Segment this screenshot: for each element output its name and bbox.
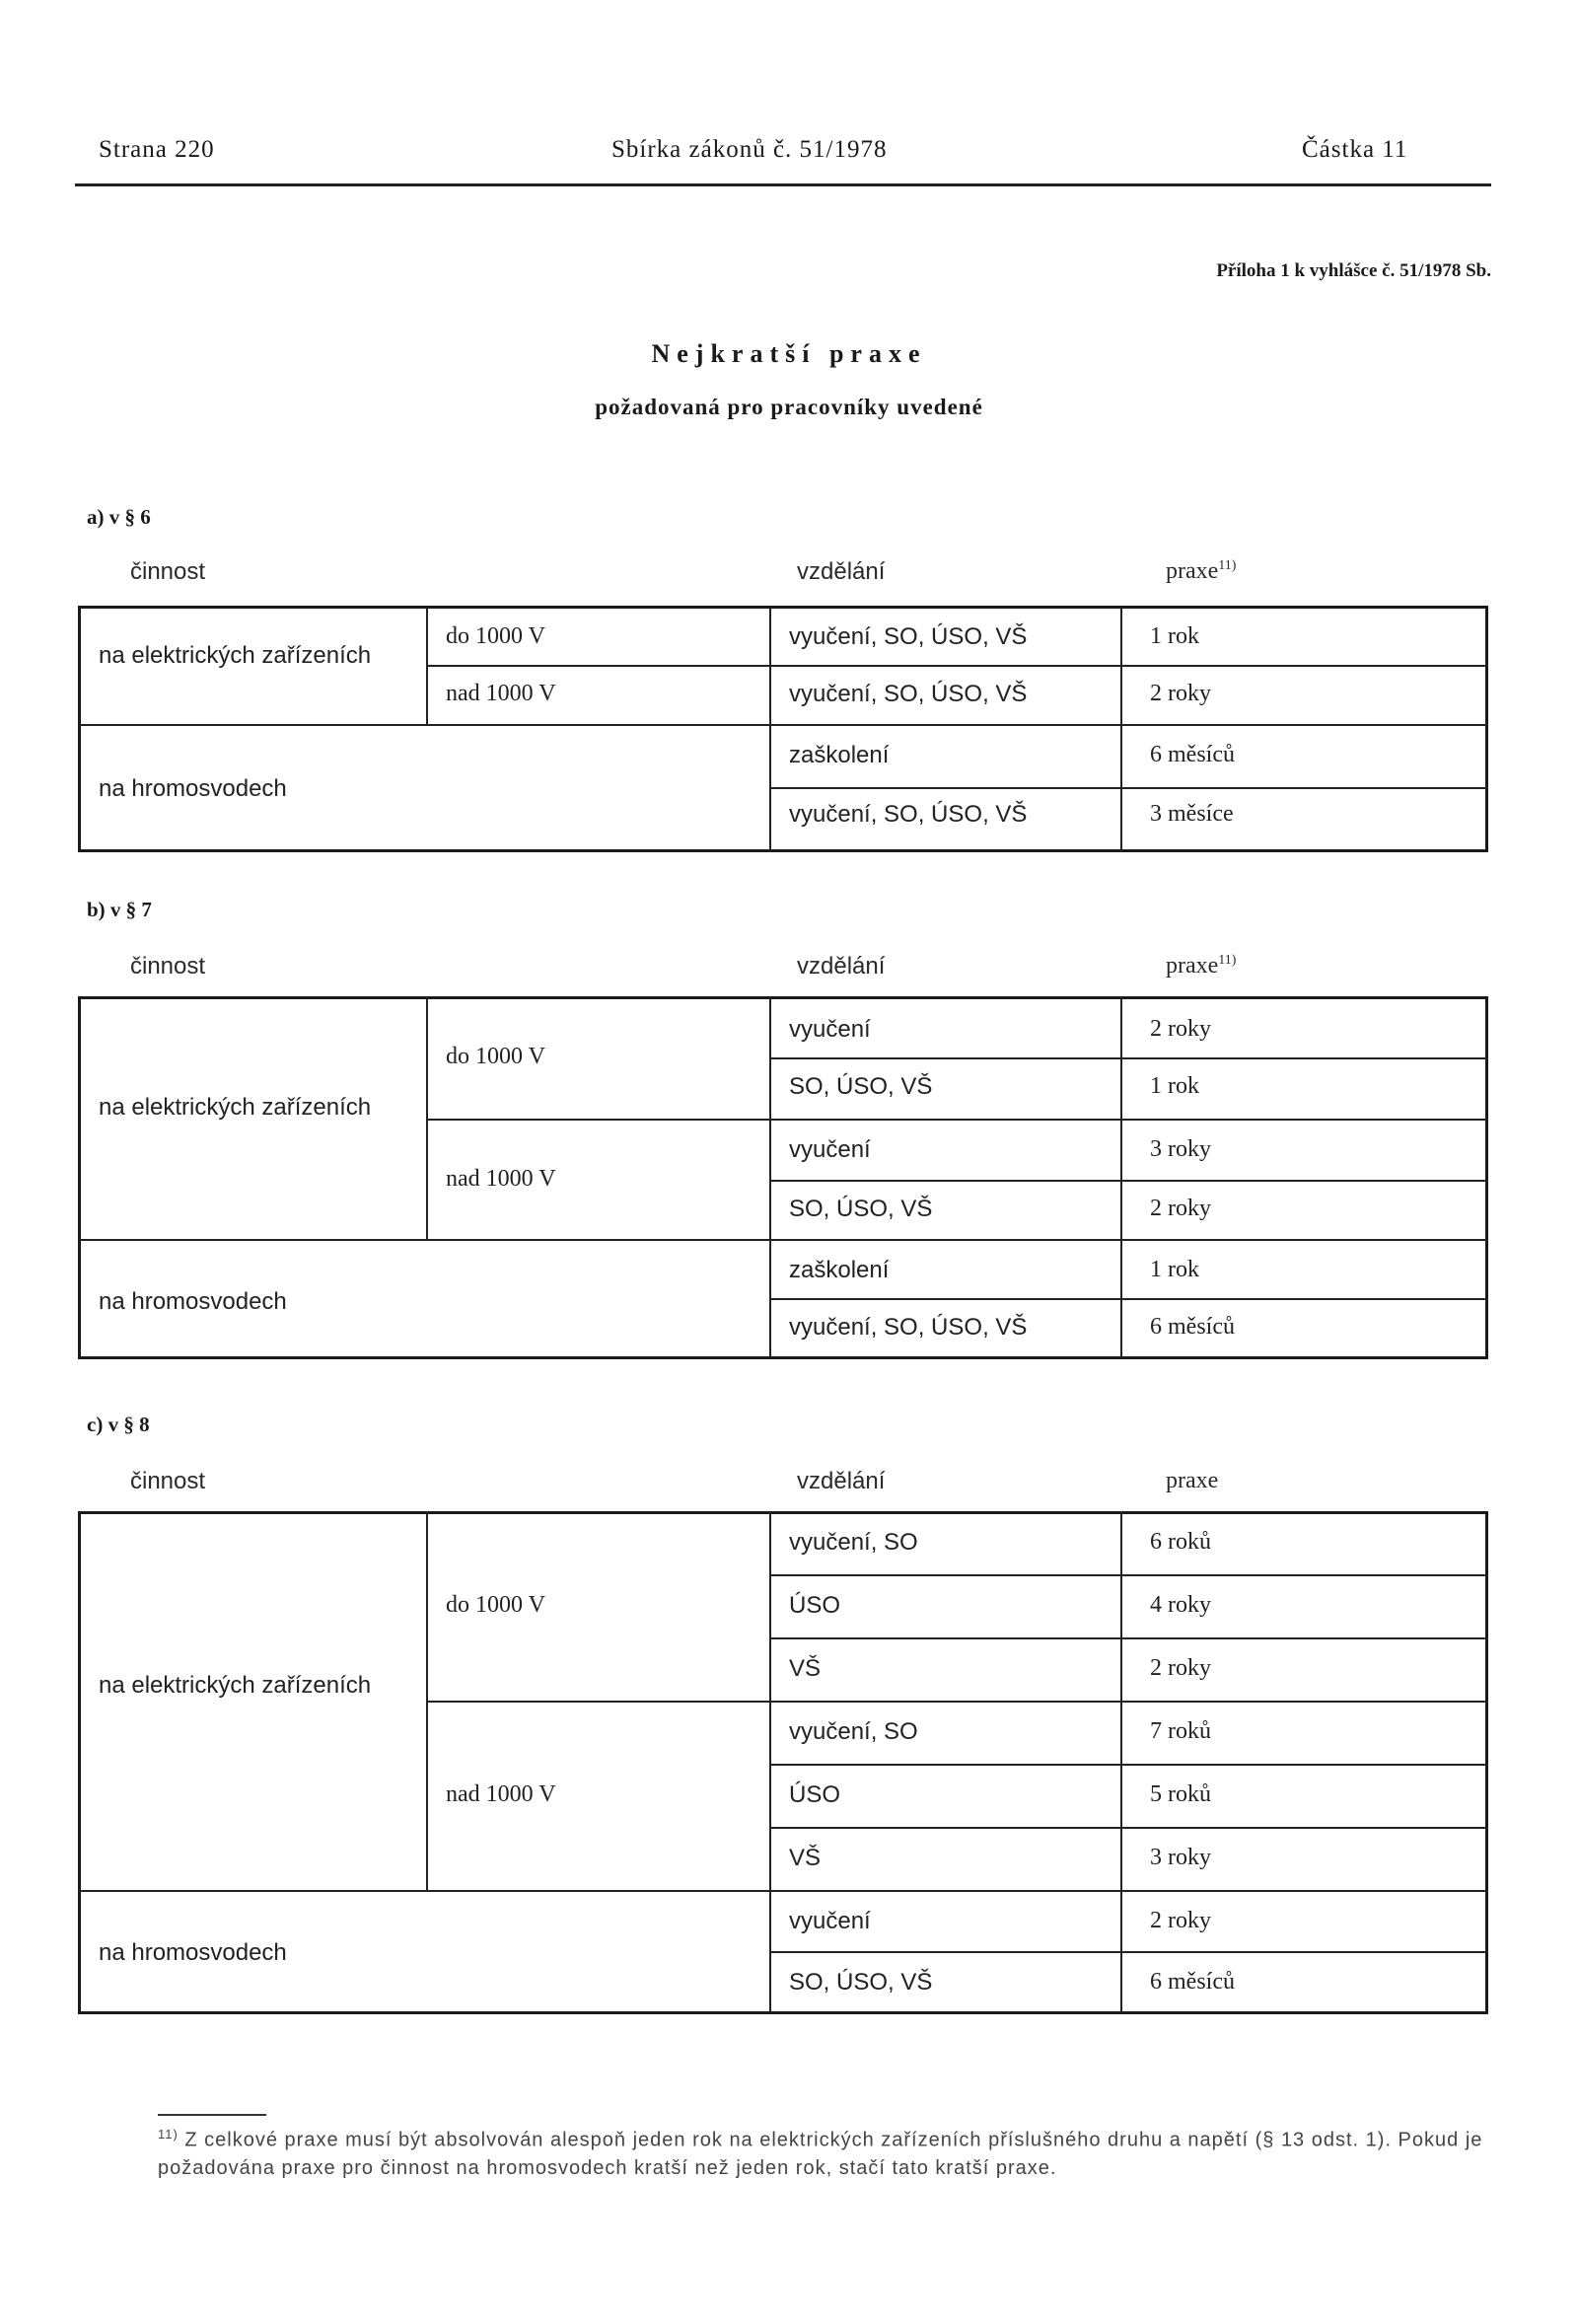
table-a-row1-education: vyučení, SO, ÚSO, VŠ [789,623,1028,650]
table-c-row2-education: ÚSO [789,1592,841,1619]
table-a-activity-lightning: na hromosvodech [99,775,287,802]
col-header-activity-c: činnost [130,1468,206,1494]
col-header-education: vzdělání [797,558,886,585]
table-c-voltage-low: do 1000 V [446,1592,545,1618]
col-header-education-c: vzdělání [797,1468,886,1494]
table-c-row6-education: VŠ [789,1845,822,1871]
table-b-row6-education: vyučení, SO, ÚSO, VŠ [789,1314,1028,1341]
section-c-label: c) v § 8 [87,1413,150,1436]
annex-label: Příloha 1 k vyhlášce č. 51/1978 Sb. [1216,260,1491,281]
table-b [78,996,1488,1359]
col-header-practice: praxe$^{11)}$ [1166,558,1237,584]
table-c-row6-practice: 3 roky [1150,1845,1211,1870]
page-number: Strana 220 [99,136,215,163]
table-a-row3-education: zaškolení [789,742,890,768]
table-a-row4-practice: 3 měsíce [1150,801,1234,827]
table-b-voltage-low: do 1000 V [446,1044,545,1069]
table-b-row1-education: vyučení [789,1016,871,1043]
table-b-row3-practice: 3 roky [1150,1136,1211,1162]
table-c-activity-electrical: na elektrických zařízeních [99,1672,372,1699]
table-c-row1-education: vyučení, SO [789,1529,918,1556]
col-header-activity: činnost [130,558,206,585]
table-c-row2-practice: 4 roky [1150,1592,1211,1618]
table-c-row7-practice: 2 roky [1150,1908,1211,1933]
footnote-mark: 11) [158,2127,179,2142]
table-c-activity-lightning: na hromosvodech [99,1939,287,1966]
collection-title: Sbírka zákonů č. 51/1978 [611,136,888,163]
table-c-voltage-high: nad 1000 V [446,1781,556,1807]
table-b-row2-practice: 1 rok [1150,1073,1199,1099]
header-rule [75,183,1491,186]
footnote-text: Z celkové praxe musí být absolvován alespoň jeden rok na elektrických zařízeních příslušného druhu a napětí (§ 13 odst. 1). Pokud je požadována praxe pro činnost na hromosvodech kratší než jeden rok, stačí tato kratší praxe. [158,2129,1483,2179]
table-b-row1-practice: 2 roky [1150,1016,1211,1042]
table-b-row2-education: SO, ÚSO, VŠ [789,1073,933,1100]
col-header-practice-b: praxe$^{11)}$ [1166,953,1237,979]
table-b-activity-lightning: na hromosvodech [99,1288,287,1315]
table-c-row5-practice: 5 roků [1150,1781,1211,1807]
table-a-row3-practice: 6 měsíců [1150,742,1235,767]
table-b-row6-practice: 6 měsíců [1150,1314,1235,1340]
page-subtitle: požadovaná pro pracovníky uvedené [595,395,983,419]
table-b-row3-education: vyučení [789,1136,871,1163]
table-c-row7-education: vyučení [789,1908,871,1934]
table-c-row4-practice: 7 roků [1150,1718,1211,1744]
table-a-row2-education: vyučení, SO, ÚSO, VŠ [789,681,1028,707]
table-c-row8-education: SO, ÚSO, VŠ [789,1969,933,1996]
table-c-row3-practice: 2 roky [1150,1655,1211,1681]
table-b-row5-practice: 1 rok [1150,1257,1199,1282]
table-b-row4-practice: 2 roky [1150,1196,1211,1221]
table-c-row5-education: ÚSO [789,1781,841,1808]
table-c [78,1511,1488,2014]
table-a-row1-practice: 1 rok [1150,623,1199,649]
table-b-row4-education: SO, ÚSO, VŠ [789,1196,933,1222]
table-c-row8-practice: 6 měsíců [1150,1969,1235,1995]
table-b-row5-education: zaškolení [789,1257,890,1283]
col-header-activity-b: činnost [130,953,206,980]
table-c-row3-education: VŠ [789,1655,822,1682]
footnote [158,2121,1499,2182]
table-a-voltage-low: do 1000 V [446,623,545,649]
table-a-activity-electrical: na elektrických zařízeních [99,642,372,669]
section-b-label: b) v § 7 [87,898,152,921]
table-c-row1-practice: 6 roků [1150,1529,1211,1555]
col-header-practice-c: praxe [1166,1468,1219,1493]
table-b-voltage-high: nad 1000 V [446,1166,556,1192]
table-a-voltage-high: nad 1000 V [446,681,556,706]
table-a-row4-education: vyučení, SO, ÚSO, VŠ [789,801,1028,828]
part-number: Částka 11 [1302,136,1408,163]
col-header-education-b: vzdělání [797,953,886,980]
table-b-activity-electrical: na elektrických zařízeních [99,1094,372,1121]
section-a-label: a) v § 6 [87,505,151,529]
table-c-row4-education: vyučení, SO [789,1718,918,1745]
page-title: Nejkratší praxe [651,339,927,368]
table-a-row2-practice: 2 roky [1150,681,1211,706]
footnote-rule [158,2114,266,2116]
